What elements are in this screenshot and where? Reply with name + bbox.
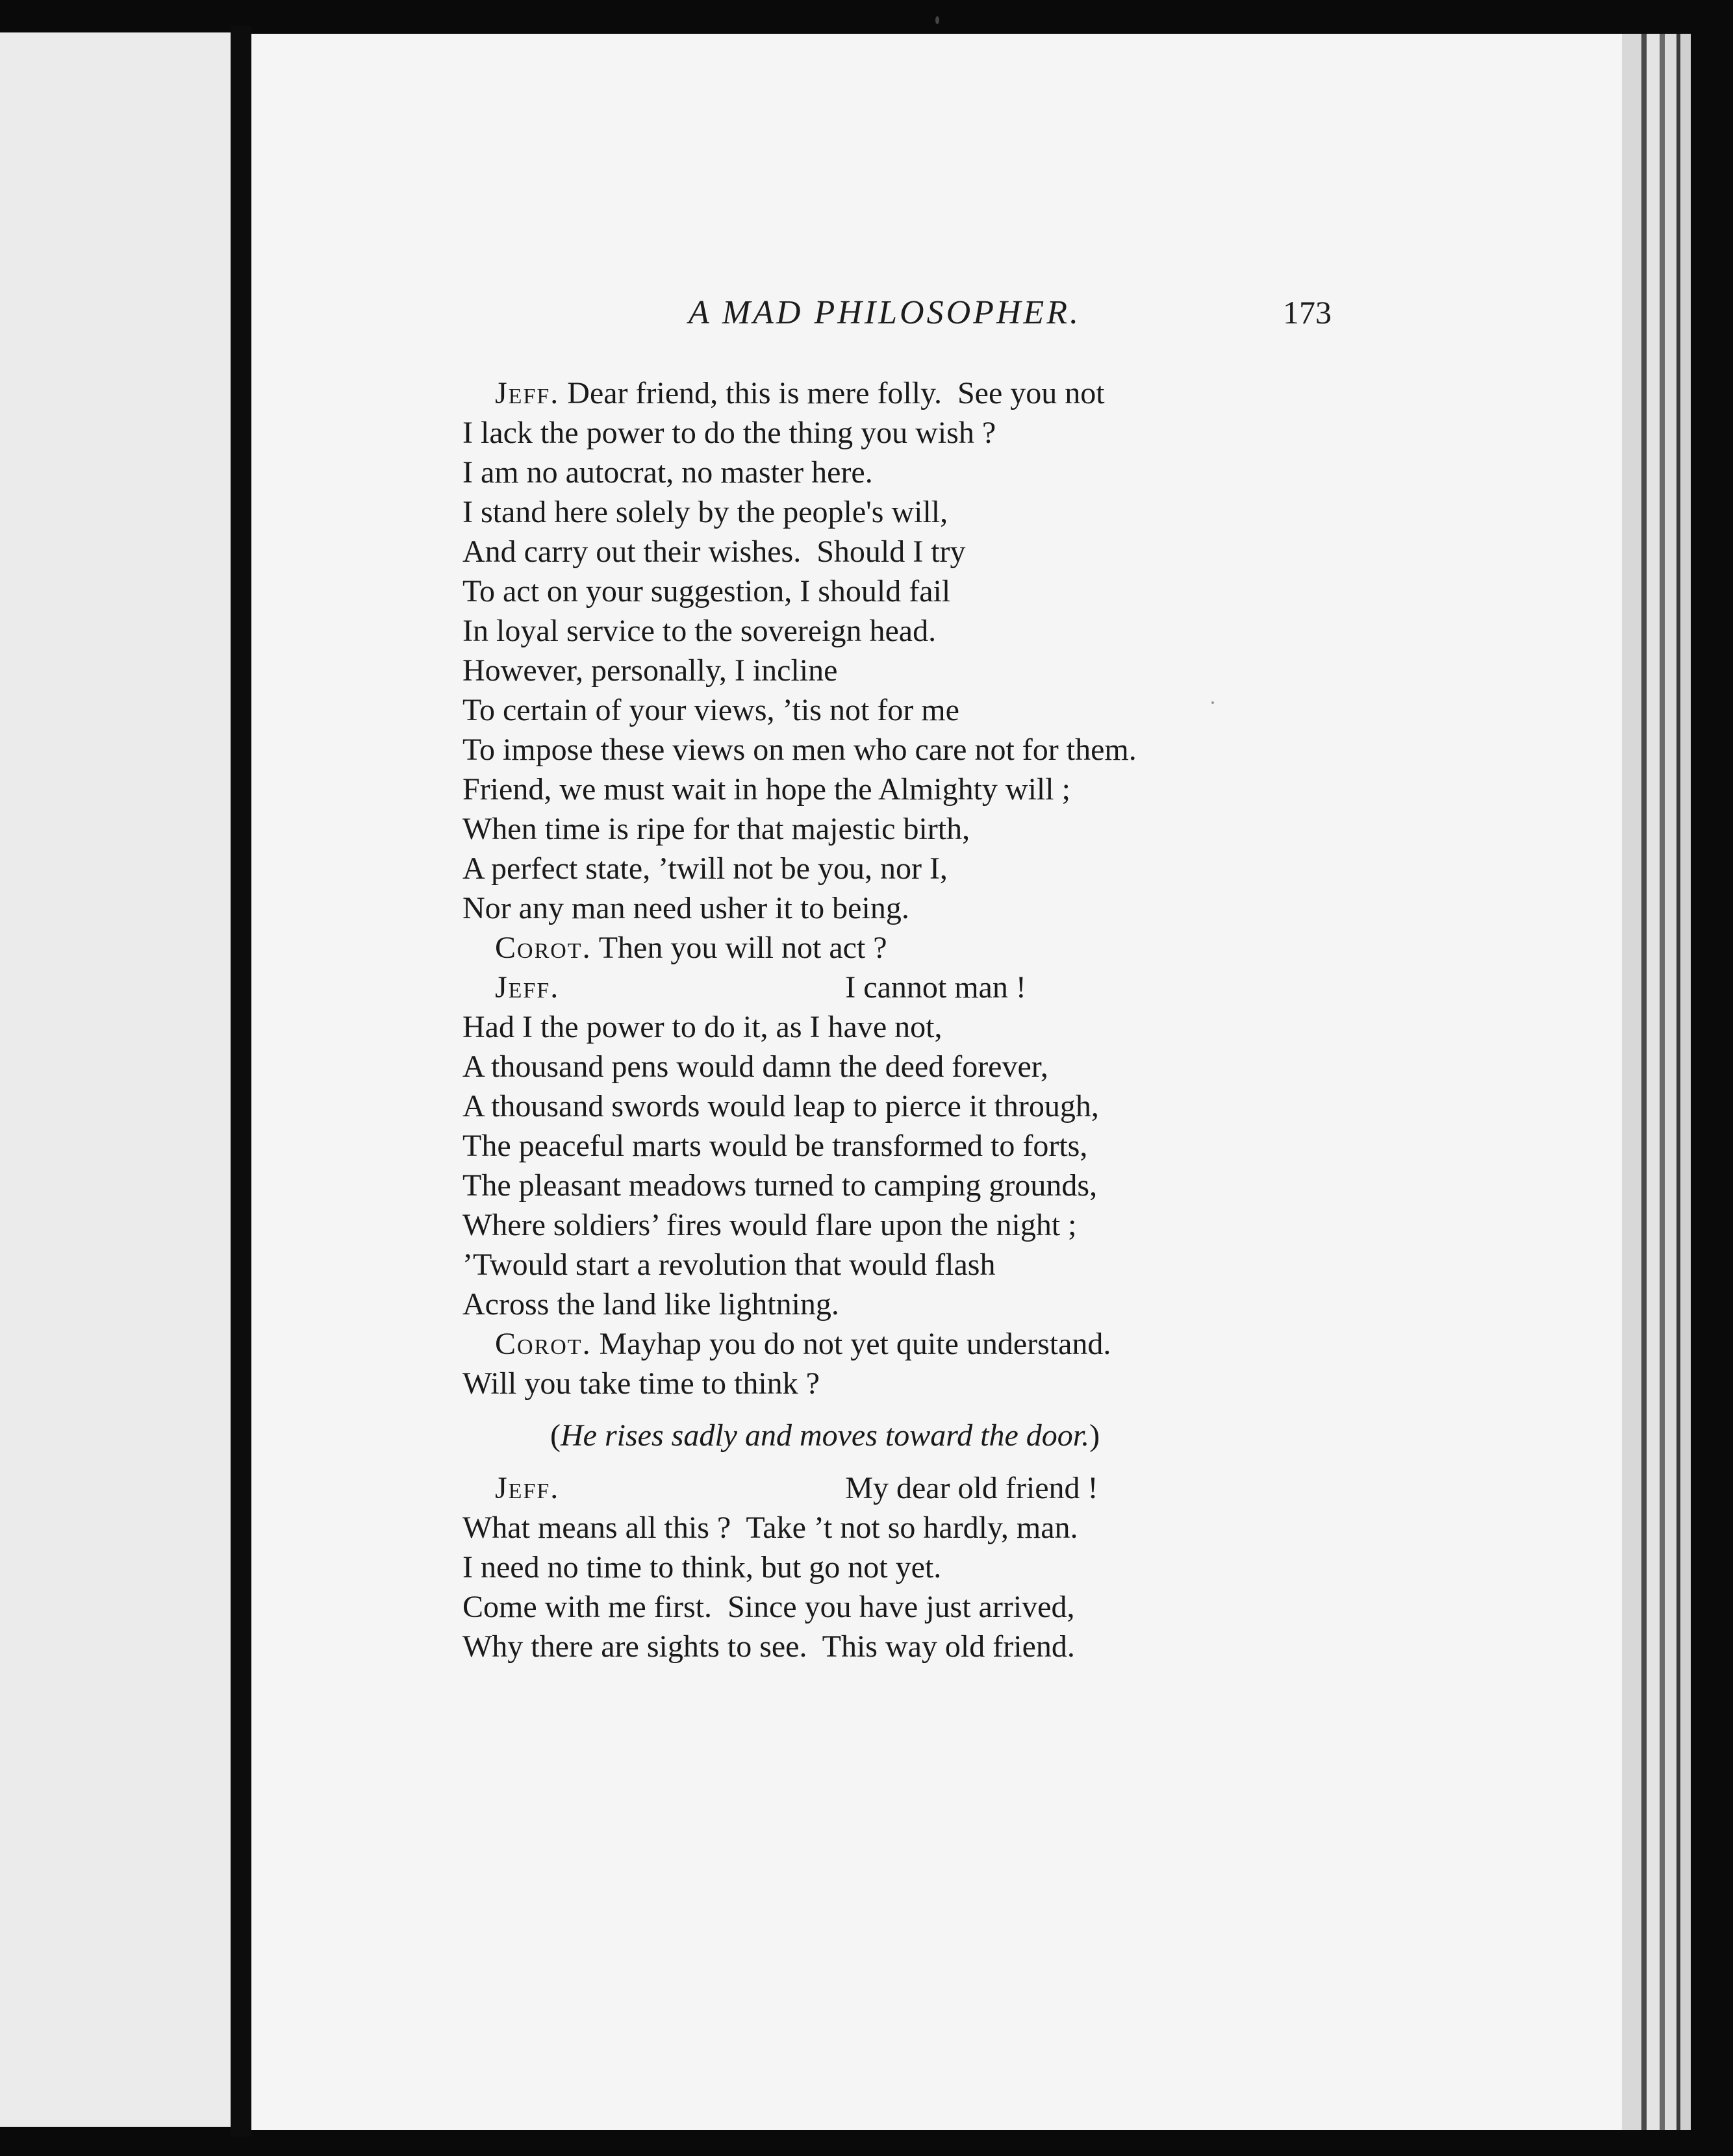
verse-line	[462, 770, 1307, 809]
line-text: Friend, we must wait in hope the Almighty will ;	[462, 772, 1070, 807]
line-text: I cannot man !	[845, 970, 1026, 1005]
speaker-name: Jeff.	[495, 376, 560, 410]
line-text: What means all this ? Take ’t not so hardly, man.	[462, 1510, 1078, 1545]
line-text: The peaceful marts would be transformed to forts,	[462, 1129, 1088, 1163]
speech-line	[462, 373, 1307, 413]
line-text: And carry out their wishes. Should I try	[462, 534, 966, 569]
verse-line	[462, 1086, 1307, 1126]
verse-line	[462, 1285, 1307, 1324]
line-text: When time is ripe for that majestic birth,	[462, 812, 970, 846]
running-head: A MAD PHILOSOPHER.	[689, 294, 1081, 331]
speaker-name: Jeff.	[495, 1471, 560, 1505]
stage-direction-open: (	[550, 1418, 561, 1453]
line-text: In loyal service to the sovereign head.	[462, 614, 937, 648]
left-page-edge	[0, 32, 231, 2127]
speaker-name: Jeff.	[495, 970, 560, 1005]
speech-line	[462, 1324, 1307, 1364]
verse-lines	[462, 1468, 1307, 1666]
page-edge	[1641, 34, 1647, 2130]
verse-line	[462, 1364, 1307, 1403]
verse-line	[462, 532, 1307, 571]
verse-line	[462, 571, 1307, 611]
verse-line	[462, 651, 1307, 690]
line-text: Why there are sights to see. This way old friend.	[462, 1629, 1075, 1664]
verse-line	[462, 1627, 1307, 1666]
verse-line	[462, 809, 1307, 849]
line-text: A thousand pens would damn the deed forever,	[462, 1049, 1048, 1084]
verse-line	[462, 888, 1307, 928]
stage-direction	[462, 1403, 1307, 1468]
line-text: Then you will not act ?	[598, 931, 887, 965]
verse-line	[462, 413, 1307, 453]
line-text: Come with me first. Since you have just arrived,	[462, 1590, 1075, 1624]
line-text: My dear old friend !	[845, 1471, 1098, 1505]
page-edge	[1622, 34, 1641, 2130]
verse-line	[462, 1007, 1307, 1047]
line-text: However, personally, I incline	[462, 653, 838, 688]
verse-line	[462, 492, 1307, 532]
speaker-name: Corot.	[495, 1327, 592, 1361]
verse-line	[462, 611, 1307, 651]
verse-line	[462, 730, 1307, 770]
verse-line	[462, 1245, 1307, 1285]
line-text: A thousand swords would leap to pierce it through,	[462, 1089, 1099, 1123]
verse-line	[462, 690, 1307, 730]
page-number: 173	[1283, 294, 1332, 331]
line-text: A perfect state, ’twill not be you, nor I,	[462, 851, 948, 886]
verse-line	[462, 1508, 1307, 1548]
speaker-name: Corot.	[495, 931, 592, 965]
page-edge	[1665, 34, 1676, 2130]
line-text: Where soldiers’ fires would flare upon the night ;	[462, 1208, 1077, 1242]
verse-text	[462, 373, 1307, 1666]
verse-lines	[462, 373, 1307, 1403]
speech-line	[462, 968, 1307, 1007]
verse-line	[462, 1587, 1307, 1627]
page-edge	[1660, 34, 1665, 2130]
line-text: To certain of your views, ’tis not for me	[462, 693, 959, 727]
line-text: Mayhap you do not yet quite understand.	[599, 1327, 1111, 1361]
verse-line	[462, 1166, 1307, 1205]
line-text: The pleasant meadows turned to camping grounds,	[462, 1168, 1098, 1203]
speech-line	[462, 928, 1307, 968]
line-text: To impose these views on men who care not for them.	[462, 733, 1137, 767]
stage-direction-text: He rises sadly and moves toward the door.	[560, 1418, 1090, 1453]
verse-line	[462, 1047, 1307, 1086]
speech-line	[462, 1468, 1307, 1508]
line-text: I need no time to think, but go not yet.	[462, 1550, 942, 1585]
line-text: Will you take time to think ?	[462, 1366, 820, 1401]
line-text: I lack the power to do the thing you wish ?	[462, 416, 996, 450]
verse-line	[462, 1548, 1307, 1587]
verse-line	[462, 849, 1307, 888]
verse-line	[462, 1205, 1307, 1245]
line-text: I am no autocrat, no master here.	[462, 455, 873, 490]
page-edge	[1680, 34, 1691, 2130]
page-edge	[1647, 34, 1660, 2130]
line-text: To act on your suggestion, I should fail	[462, 574, 951, 608]
line-text: Across the land like lightning.	[462, 1287, 839, 1322]
line-text: Nor any man need usher it to being.	[462, 891, 909, 925]
scan-speck	[935, 16, 939, 24]
verse-line	[462, 453, 1307, 492]
stage-direction-close: )	[1089, 1418, 1100, 1453]
line-text: ’Twould start a revolution that would flash	[462, 1247, 996, 1282]
verse-line	[462, 1126, 1307, 1166]
line-text: Had I the power to do it, as I have not,	[462, 1010, 942, 1044]
line-text: I stand here solely by the people's will,	[462, 495, 948, 529]
line-text: Dear friend, this is mere folly. See you not	[567, 376, 1105, 410]
book-gutter	[231, 26, 251, 2137]
